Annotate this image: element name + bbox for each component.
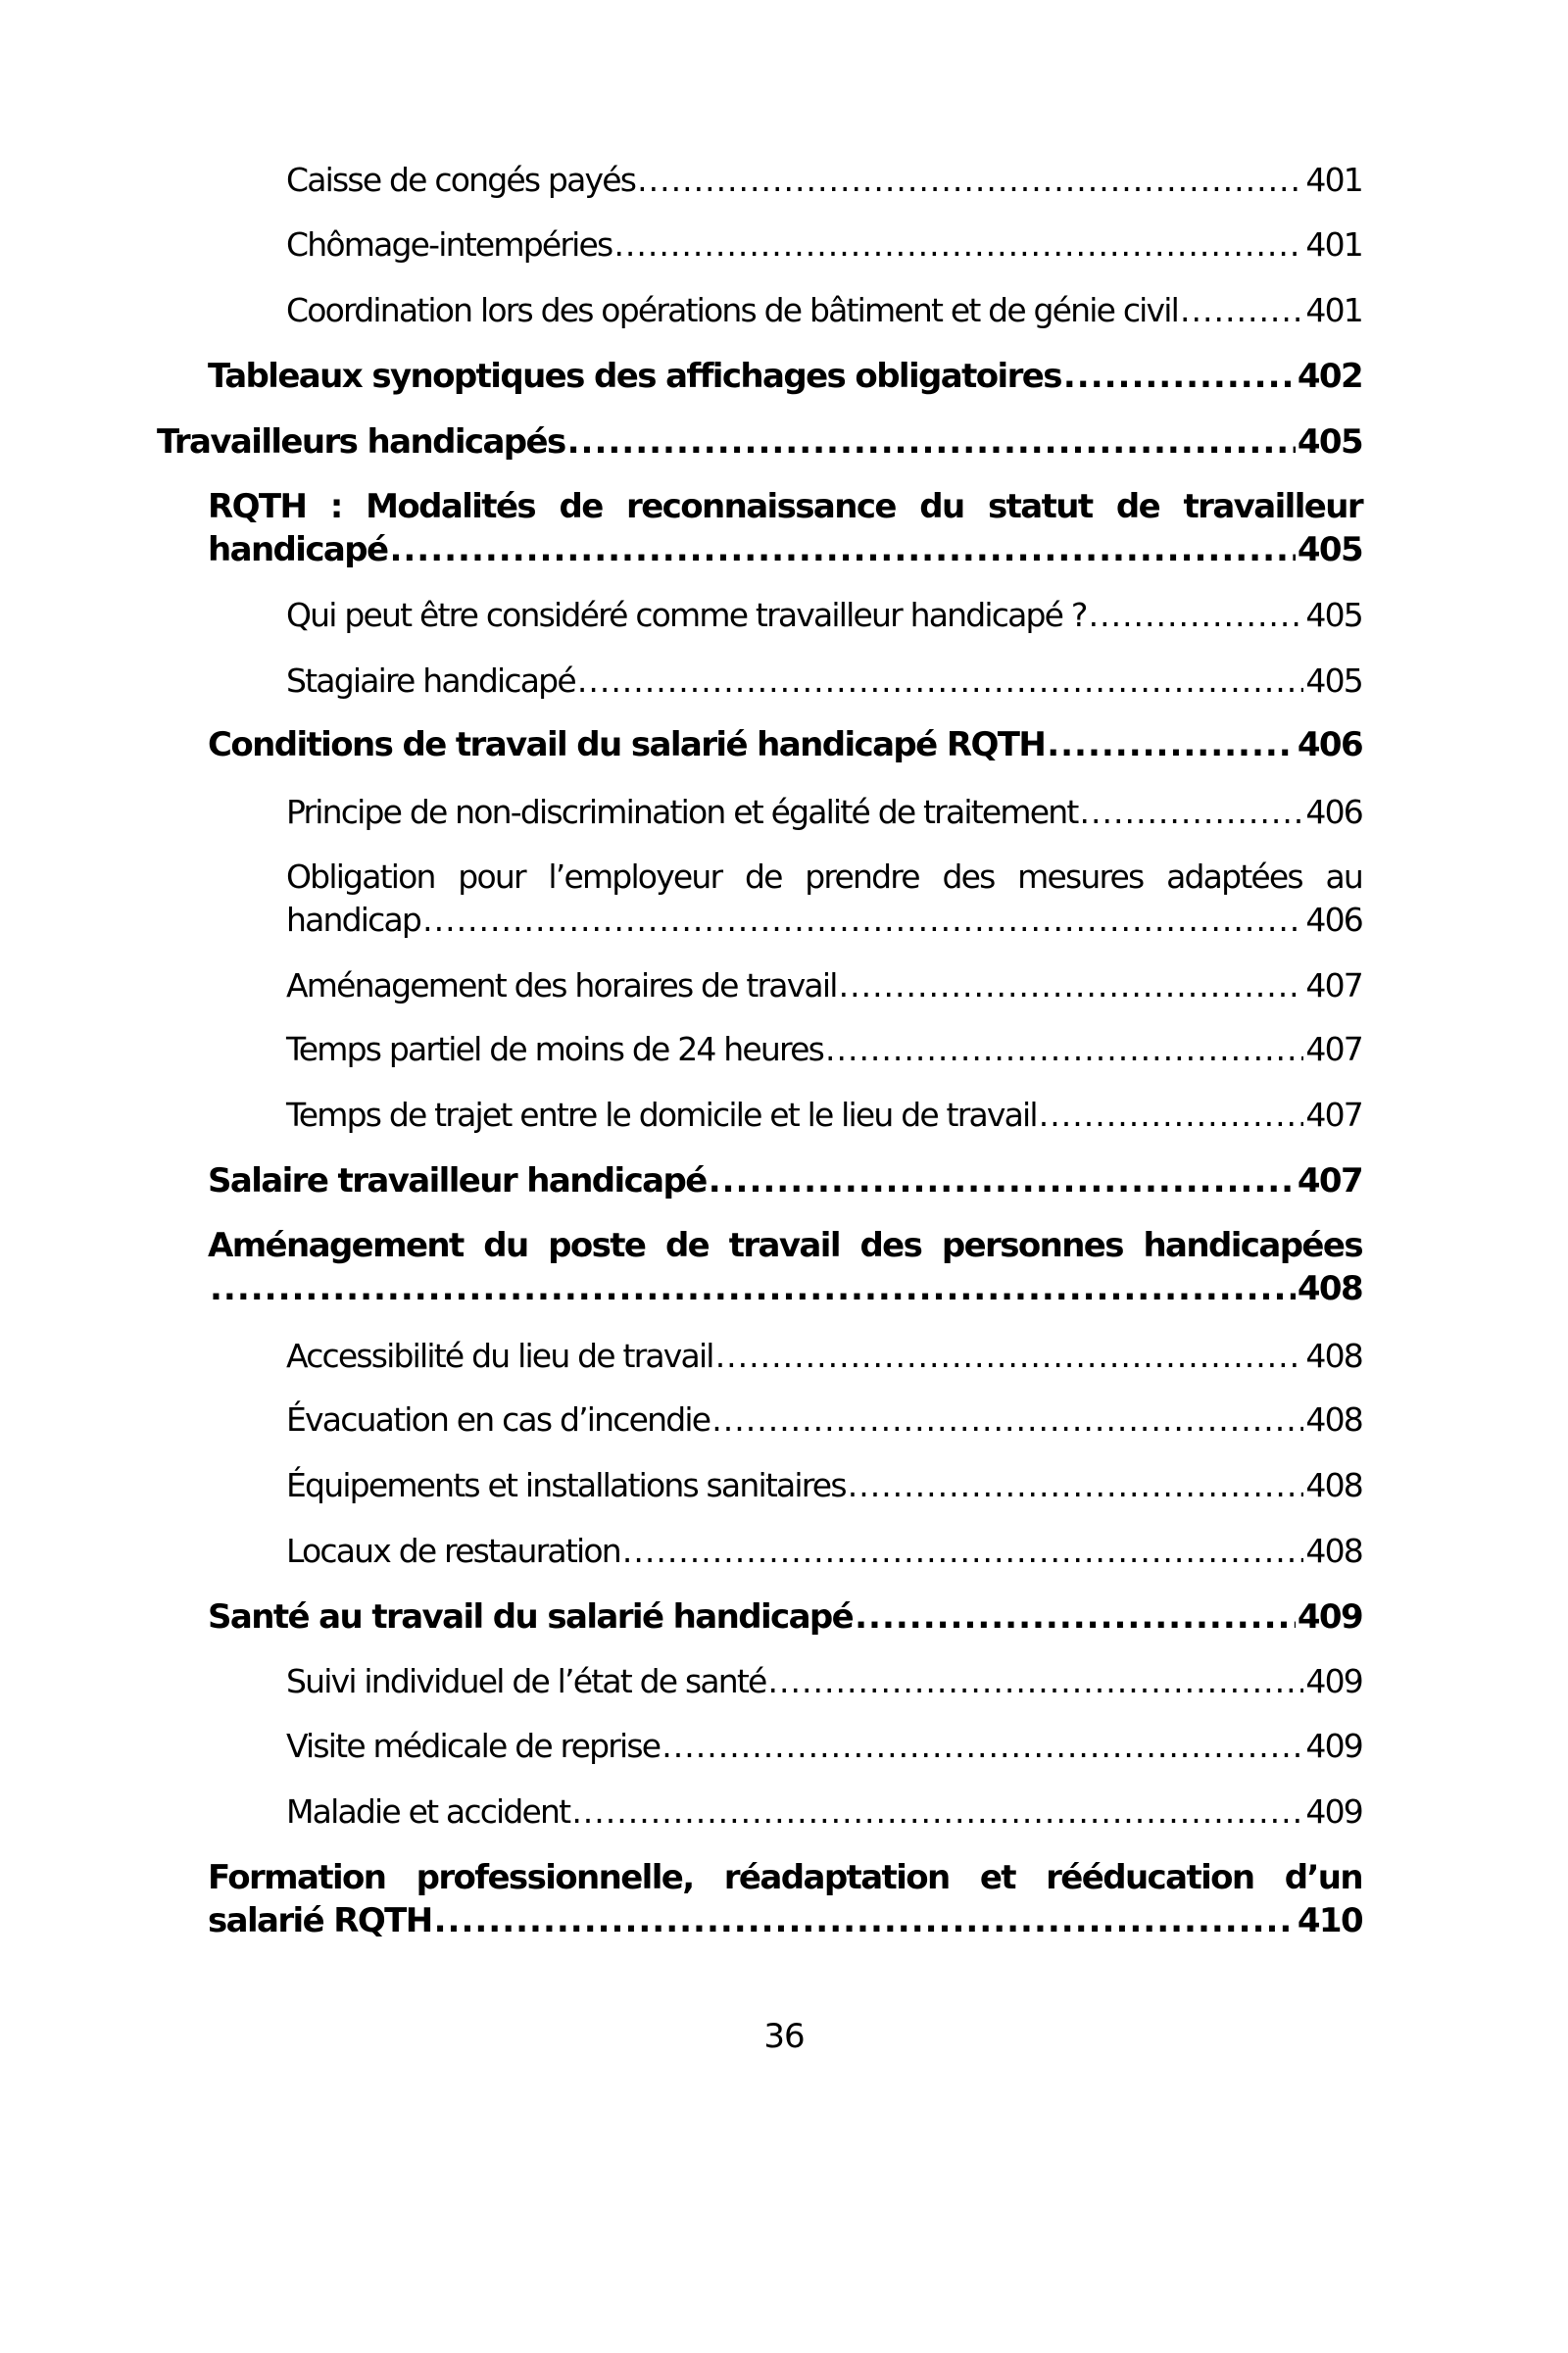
toc-entry[interactable] — [286, 223, 1362, 267]
toc-entry[interactable] — [286, 289, 1362, 332]
dot-leader — [1089, 594, 1304, 637]
toc-entry[interactable] — [286, 1660, 1362, 1703]
toc-entry-title: Temps de trajet entre le domicile et le lieu de travail — [286, 1096, 1037, 1134]
page-number: 36 — [763, 2017, 805, 2056]
toc-entry[interactable] — [208, 1595, 1362, 1639]
toc-entry[interactable] — [286, 1094, 1362, 1137]
dot-leader — [1180, 289, 1303, 332]
toc-entry[interactable] — [286, 791, 1362, 834]
toc-entry-title: Stagiaire handicapé — [286, 662, 575, 700]
toc-entry[interactable] — [208, 1159, 1362, 1202]
toc-entry-page: 409 — [1305, 1727, 1362, 1765]
toc-entry-title: Qui peut être considéré comme travailleur handicapé ? — [286, 596, 1087, 634]
toc-entry-title: Suivi individuel de l’état de santé — [286, 1662, 766, 1700]
toc-entry-title-line1: Aménagement du poste de travail des personnes handicapées — [208, 1226, 1362, 1265]
dot-leader — [637, 159, 1303, 202]
dot-leader — [1063, 355, 1296, 398]
toc-entry-title: Équipements et installations sanitaires — [286, 1466, 846, 1504]
toc-entry[interactable] — [286, 1725, 1362, 1768]
toc-entry-title-line1: Formation professionnelle, réadaptation et rééducation d’un — [208, 1858, 1362, 1897]
toc-entry-title: Santé au travail du salarié handicapé — [208, 1597, 854, 1637]
toc-entry-title: Conditions de travail du salarié handicapé RQTH — [208, 725, 1046, 764]
dot-leader — [768, 1660, 1304, 1703]
dot-leader — [1047, 723, 1296, 766]
toc-entry-page: 401 — [1305, 225, 1362, 264]
toc-entry[interactable] — [286, 1028, 1362, 1071]
dot-leader — [577, 660, 1304, 703]
toc-entry-page: 407 — [1305, 966, 1362, 1005]
toc-entry-page: 408 — [1297, 1269, 1362, 1308]
dot-leader — [389, 528, 1295, 571]
toc-entry[interactable] — [208, 1224, 1362, 1310]
toc-entry-title: Visite médicale de reprise — [286, 1727, 661, 1765]
toc-entry[interactable] — [286, 159, 1362, 202]
toc-entry-title: Travailleurs handicapés — [157, 422, 565, 462]
toc-entry[interactable] — [286, 1464, 1362, 1507]
toc-entry-title: Aménagement des horaires de travail — [286, 966, 837, 1005]
toc-entry-title: Chômage-intempéries — [286, 225, 612, 264]
toc-entry-page: 406 — [1305, 793, 1362, 831]
toc-entry-page: 410 — [1297, 1901, 1362, 1940]
dot-leader — [613, 223, 1303, 267]
toc-entry-title: Salaire travailleur handicapé — [208, 1161, 707, 1201]
dot-leader — [839, 964, 1304, 1007]
toc-entry-page: 401 — [1305, 291, 1362, 329]
toc-entry-title: handicap — [286, 901, 421, 939]
toc-entry-page: 405 — [1297, 530, 1362, 569]
toc-entry-page: 405 — [1305, 596, 1362, 634]
toc-entry-page: 408 — [1305, 1337, 1362, 1375]
toc-entry[interactable] — [286, 660, 1362, 703]
toc-entry-title: Principe de non-discrimination et égalité de traitement — [286, 793, 1078, 831]
dot-leader — [210, 1267, 1296, 1310]
toc-entry-page: 409 — [1297, 1597, 1362, 1637]
dot-leader — [567, 420, 1296, 464]
toc-entry[interactable] — [286, 1335, 1362, 1378]
toc-entry-page: 405 — [1305, 662, 1362, 700]
toc-entry-page: 405 — [1297, 422, 1362, 462]
toc-entry-page: 408 — [1305, 1532, 1362, 1570]
toc-entry-page: 408 — [1305, 1400, 1362, 1439]
toc-entry-page: 409 — [1305, 1662, 1362, 1700]
toc-entry[interactable] — [208, 355, 1362, 398]
toc-entry[interactable] — [157, 420, 1362, 464]
toc-entry-page: 408 — [1305, 1466, 1362, 1504]
dot-leader — [825, 1028, 1303, 1071]
toc-entry[interactable] — [208, 723, 1362, 766]
dot-leader — [571, 1790, 1303, 1834]
dot-leader — [848, 1464, 1304, 1507]
dot-leader — [1080, 791, 1304, 834]
toc-entry[interactable] — [286, 964, 1362, 1007]
dot-leader — [434, 1899, 1296, 1942]
dot-leader — [855, 1595, 1296, 1639]
dot-leader — [715, 1335, 1304, 1378]
toc-entry[interactable] — [286, 1790, 1362, 1834]
toc-entry-page: 407 — [1297, 1161, 1362, 1201]
toc-entry-title: handicapé — [208, 530, 388, 569]
toc-entry-title: Évacuation en cas d’incendie — [286, 1400, 710, 1439]
dot-leader — [1039, 1094, 1304, 1137]
toc-entry-title: Accessibilité du lieu de travail — [286, 1337, 713, 1375]
toc-entry-title: Maladie et accident — [286, 1792, 570, 1831]
dot-leader — [622, 1530, 1304, 1573]
dot-leader — [422, 899, 1303, 942]
dot-leader — [709, 1159, 1296, 1202]
toc-entry-page: 409 — [1305, 1792, 1362, 1831]
toc-entry[interactable] — [286, 1530, 1362, 1573]
toc-entry[interactable] — [208, 485, 1362, 571]
toc-entry-title-line1: RQTH : Modalités de reconnaissance du statut de travailleur — [208, 487, 1362, 526]
toc-entry-title: Temps partiel de moins de 24 heures — [286, 1030, 823, 1068]
toc-entry[interactable] — [286, 856, 1362, 942]
toc-entry-title: Coordination lors des opérations de bâtiment et de génie civil — [286, 291, 1179, 329]
toc-entry-page: 406 — [1305, 901, 1362, 939]
toc-entry-page: 406 — [1297, 725, 1362, 764]
toc-entry-page: 401 — [1305, 161, 1362, 199]
toc-entry-title-line1: Obligation pour l’employeur de prendre des mesures adaptées au — [286, 858, 1362, 896]
toc-entry-page: 407 — [1305, 1030, 1362, 1068]
toc-entry[interactable] — [208, 1856, 1362, 1942]
toc-entry-page: 407 — [1305, 1096, 1362, 1134]
dot-leader — [711, 1398, 1303, 1442]
toc-entry-page: 402 — [1297, 357, 1362, 396]
toc-entry-title: Caisse de congés payés — [286, 161, 636, 199]
toc-entry-title: Locaux de restauration — [286, 1532, 620, 1570]
toc-entry-title: Tableaux synoptiques des affichages obligatoires — [208, 357, 1061, 396]
toc-entry[interactable] — [286, 594, 1362, 637]
dot-leader — [662, 1725, 1303, 1768]
toc-entry[interactable] — [286, 1398, 1362, 1442]
toc-entry-title: salarié RQTH — [208, 1901, 432, 1940]
